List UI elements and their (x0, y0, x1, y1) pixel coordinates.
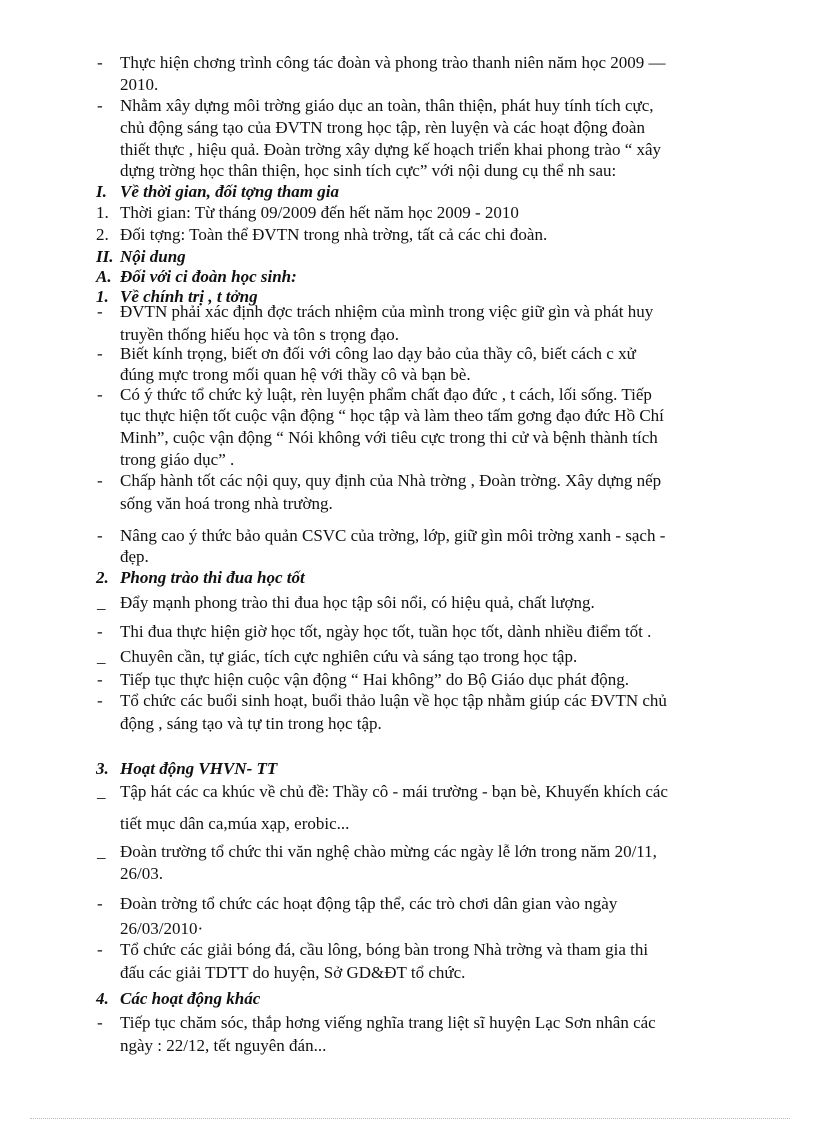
section-heading: Về chính trị , t tởng (120, 287, 258, 306)
paragraph-text: Đoàn trờng tổ chức các hoạt động tập thể, các trò chơi dân gian vào ngày (120, 894, 618, 913)
bullet-marker: - (97, 526, 103, 545)
paragraph-text: Đoàn trường tổ chức thi văn nghệ chào mừng các ngày lễ lớn trong năm 20/11, (120, 842, 657, 861)
paragraph-text: Tiếp tục thực hiện cuộc vận động “ Hai không” do Bộ Giáo dục phát động. (120, 670, 630, 689)
paragraph-text: Có ý thức tổ chức kỷ luật, rèn luyện phẩm chất đạo đức , t cách, lối sống. Tiếp (120, 385, 652, 404)
paragraph-text: Nâng cao ý thức bảo quản CSVC của trờng, lớp, giữ gìn môi trờng xanh - sạch - (120, 526, 666, 545)
paragraph-text: ĐVTN phải xác định đợc trách nhiệm của mình trong việc giữ gìn và phát huy (120, 302, 654, 321)
section-heading: Nội dung (120, 247, 186, 266)
bullet-marker: - (97, 471, 103, 490)
paragraph-text: truyền thống hiếu học và tôn s trọng đạo. (120, 325, 400, 344)
section-number: 1. (96, 287, 109, 306)
paragraph-text: Thi đua thực hiện giờ học tốt, ngày học tốt, tuần học tốt, dành nhiều điểm tốt . (120, 622, 652, 641)
paragraph-text: đẹp. (120, 547, 149, 566)
section-heading: Các hoạt động khác (120, 989, 261, 1008)
paragraph-text: dựng trờng học thân thiện, học sinh tích cực” với nội dung cụ thể nh sau: (120, 161, 617, 180)
bullet-marker: _ (97, 842, 106, 861)
paragraph-text: sống văn hoá trong nhà trường. (120, 494, 333, 513)
paragraph-text: Chuyên cần, tự giác, tích cực nghiên cứu và sáng tạo trong học tập. (120, 647, 578, 666)
section-heading: Phong trào thi đua học tốt (120, 568, 305, 587)
bullet-marker: _ (97, 647, 106, 666)
section-heading: Về thời gian, đối tợng tham gia (120, 182, 339, 201)
section-number: 2. (96, 568, 109, 587)
bullet-marker: _ (97, 782, 106, 801)
paragraph-text: động , sáng tạo và tự tin trong học tập. (120, 714, 382, 733)
bullet-marker: - (97, 302, 103, 321)
section-number: A. (96, 267, 112, 286)
paragraph-text: Tiếp tục chăm sóc, thắp hơng viếng nghĩa trang liệt sĩ huyện Lạc Sơn nhân các (120, 1013, 656, 1032)
paragraph-text: đúng mực trong mối quan hệ với thầy cô và bạn bè. (120, 365, 471, 384)
paragraph-text: Đối tợng: Toàn thể ĐVTN trong nhà trờng, tất cả các chi đoàn. (120, 225, 548, 244)
paragraph-text: Tập hát các ca khúc về chủ đề: Thầy cô - mái trường - bạn bè, Khuyến khích các (120, 782, 668, 801)
section-number: I. (96, 182, 107, 201)
paragraph-text: tục thực hiện tốt cuộc vận động “ học tập và làm theo tấm gơng đạo đức Hồ Chí (120, 406, 664, 425)
section-number: 4. (96, 989, 109, 1008)
paragraph-text: Thời gian: Từ tháng 09/2009 đến hết năm học 2009 - 2010 (120, 203, 519, 222)
section-heading: Hoạt động VHVN- TT (120, 759, 278, 778)
paragraph-text: tiết mục dân ca,múa xạp, erobic... (120, 814, 350, 833)
paragraph-text: Nhằm xây dựng môi trờng giáo dục an toàn, thân thiện, phát huy tính tích cực, (120, 96, 654, 115)
bullet-marker: - (97, 344, 103, 363)
paragraph-text: trong giáo dục” . (120, 450, 235, 469)
paragraph-text: 2010. (120, 75, 159, 94)
paragraph-text: Minh”, cuộc vận động “ Nói không với tiêu cực trong thi cử và bệnh thành tích (120, 428, 658, 447)
bullet-marker: - (97, 385, 103, 404)
paragraph-text: Biết kính trọng, biết ơn đối với công lao dạy bảo của thầy cô, biết cách c xử (120, 344, 636, 363)
paragraph-text: Thực hiện chơng trình công tác đoàn và phong trào thanh niên năm học 2009 — (120, 53, 666, 72)
bullet-marker: - (97, 670, 103, 689)
bullet-marker: - (97, 940, 103, 959)
paragraph-text: Tổ chức các buổi sinh hoạt, buổi thảo luận về học tập nhằm giúp các ĐVTN chủ (120, 691, 667, 710)
section-heading: Đối với ci đoàn học sinh: (120, 267, 297, 286)
section-number: 3. (96, 759, 109, 778)
paragraph-text: 26/03/2010· (120, 919, 204, 938)
page-footer-divider (30, 1118, 790, 1119)
paragraph-text: Tổ chức các giải bóng đá, cầu lông, bóng bàn trong Nhà trờng và tham gia thi (120, 940, 649, 959)
bullet-marker: - (97, 1013, 103, 1032)
paragraph-text: Chấp hành tốt các nội quy, quy định của Nhà trờng , Đoàn trờng. Xây dựng nếp (120, 471, 662, 490)
paragraph-text: ngày : 22/12, tết nguyên đán... (120, 1036, 327, 1055)
bullet-marker: - (97, 894, 103, 913)
paragraph-text: 26/03. (120, 864, 163, 883)
paragraph-text: chủ động sáng tạo của ĐVTN trong học tập, rèn luyện và các hoạt động đoàn (120, 118, 645, 137)
bullet-marker: - (97, 622, 103, 641)
paragraph-text: thiết thực , hiệu quả. Đoàn trờng xây dựng kế hoạch triển khai phong trào “ xây (120, 140, 662, 159)
bullet-marker: 2. (96, 225, 109, 244)
bullet-marker: _ (97, 593, 106, 612)
paragraph-text: Đẩy mạnh phong trào thi đua học tập sôi nổi, có hiệu quả, chất lượng. (120, 593, 595, 612)
paragraph-text: đấu các giải TDTT do huyện, Sở GD&ĐT tổ chức. (120, 963, 466, 982)
bullet-marker: - (97, 96, 103, 115)
section-number: II. (96, 247, 114, 266)
bullet-marker: - (97, 53, 103, 72)
bullet-marker: 1. (96, 203, 109, 222)
bullet-marker: - (97, 691, 103, 710)
